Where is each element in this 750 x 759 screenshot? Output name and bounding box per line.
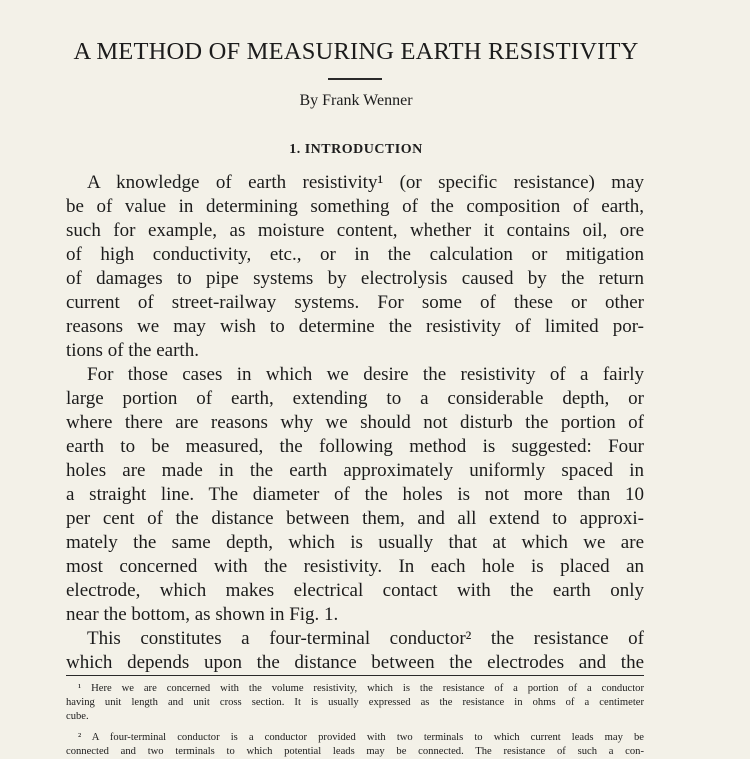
body-line: tions of the earth. xyxy=(66,340,199,361)
footnote-line: having unit length and unit cross section. It is usually expressed as the resistance in ohms of a centimeter xyxy=(66,697,644,708)
body-text xyxy=(66,171,644,675)
body-line: earth to be measured, the following method is suggested: Four xyxy=(66,436,644,457)
footnotes xyxy=(66,682,644,759)
body-line: electrode, which makes electrical contact with the earth only xyxy=(66,580,644,601)
footnote-divider xyxy=(66,675,644,676)
body-line: A knowledge of earth resistivity¹ (or specific resistance) may xyxy=(87,172,644,193)
body-line: This constitutes a four-terminal conductor² the resistance of xyxy=(87,628,644,649)
body-line: be of value in determining something of the composition of earth, xyxy=(66,196,644,217)
footnote-line: ² A four-terminal conductor is a conductor provided with two terminals to which current leads may be xyxy=(78,732,644,743)
body-line: of damages to pipe systems by electrolysis caused by the return xyxy=(66,268,644,289)
body-line: of high conductivity, etc., or in the calculation or mitigation xyxy=(66,244,644,265)
body-line: reasons we may wish to determine the resistivity of limited por- xyxy=(66,316,644,337)
body-line: mately the same depth, which is usually that at which we are xyxy=(66,532,644,553)
body-line: current of street-railway systems. For some of these or other xyxy=(66,292,644,313)
body-line: which depends upon the distance between the electrodes and the xyxy=(66,652,644,673)
title-divider xyxy=(328,78,382,80)
body-line: near the bottom, as shown in Fig. 1. xyxy=(66,604,339,625)
section-heading: 1. INTRODUCTION xyxy=(289,142,423,157)
footnote-line: ¹ Here we are concerned with the volume resistivity, which is the resistance of a portion of a conductor xyxy=(78,683,644,694)
body-line: For those cases in which we desire the resistivity of a fairly xyxy=(87,364,644,385)
body-line: where there are reasons why we should not disturb the portion of xyxy=(66,412,644,433)
body-line: a straight line. The diameter of the holes is not more than 10 xyxy=(66,484,644,505)
body-line: holes are made in the earth approximately uniformly spaced in xyxy=(66,460,644,481)
body-line: such for example, as moisture content, whether it contains oil, ore xyxy=(66,220,644,241)
body-line: per cent of the distance between them, and all extend to approxi- xyxy=(66,508,644,529)
body-line: large portion of earth, extending to a considerable depth, or xyxy=(66,388,644,409)
paper-title: A METHOD OF MEASURING EARTH RESISTIVITY xyxy=(73,38,639,65)
footnote-line: connected and two terminals to which potential leads may be connected. The resistance of such a con- xyxy=(66,746,644,757)
footnote-line: cube. xyxy=(66,711,89,722)
author-line: By Frank Wenner xyxy=(299,92,413,109)
body-line: most concerned with the resistivity. In each hole is placed an xyxy=(66,556,644,577)
